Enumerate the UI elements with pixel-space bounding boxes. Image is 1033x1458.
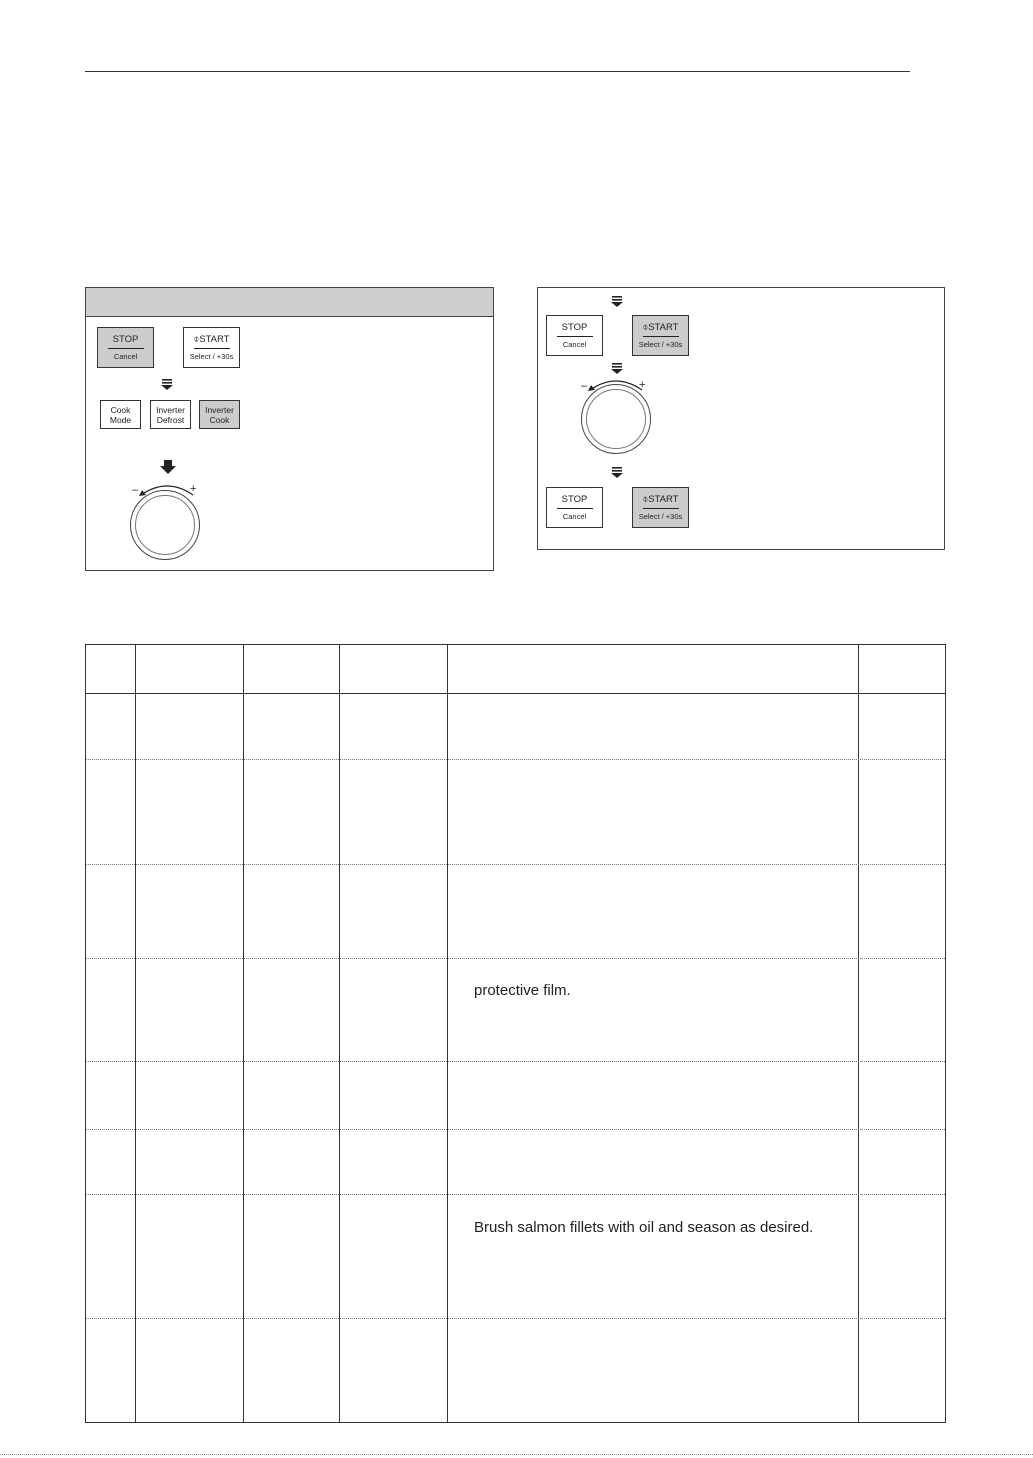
start-select-key (632, 315, 689, 356)
step-arrow-icon (610, 467, 624, 479)
control-panel-diagram-right (537, 287, 945, 550)
start-label: ⌽START (643, 322, 679, 337)
header-divider (86, 693, 945, 694)
inverter-defrost-label: Inverter Defrost (156, 404, 185, 425)
column-divider (447, 645, 448, 1422)
recipe-table (85, 644, 946, 1423)
stop-cancel-key (97, 327, 154, 368)
start-label: ⌽START (194, 334, 230, 349)
dial-outer-ring (130, 490, 200, 560)
inverter-cook-key (199, 400, 240, 429)
cancel-label: Cancel (113, 352, 138, 361)
row-divider (86, 1129, 945, 1130)
inverter-defrost-key (150, 400, 191, 429)
jog-dial (129, 479, 205, 559)
start-select-key (632, 487, 689, 528)
control-panel-diagram-left (85, 287, 494, 571)
step-arrow-icon (160, 379, 174, 391)
stop-cancel-key (546, 315, 603, 356)
step-arrow-icon (610, 296, 624, 308)
stop-label: STOP (557, 322, 593, 337)
row-divider (86, 864, 945, 865)
jog-dial (578, 374, 654, 456)
start-label: ⌽START (643, 494, 679, 509)
start-select-key (183, 327, 240, 368)
select-label: Select / +30s (638, 512, 683, 521)
row-divider (86, 1318, 945, 1319)
column-divider (858, 645, 859, 1422)
cancel-label: Cancel (562, 340, 587, 349)
dial-minus-sign: – (132, 484, 139, 496)
column-divider (135, 645, 136, 1422)
column-divider (339, 645, 340, 1422)
dial-plus-sign: + (639, 379, 646, 391)
dial-minus-sign: – (581, 380, 588, 392)
dial-plus-sign: + (190, 483, 197, 495)
dial-outer-ring (581, 384, 651, 454)
cook-mode-label: Cook Mode (109, 404, 132, 425)
select-label: Select / +30s (189, 352, 234, 361)
row-divider (86, 1061, 945, 1062)
page-bottom-edge (0, 1454, 1033, 1455)
cook-mode-key (100, 400, 141, 429)
turn-dial-arrow-icon (160, 460, 176, 474)
row-divider (86, 759, 945, 760)
stop-label: STOP (108, 334, 144, 349)
row-divider (86, 958, 945, 959)
select-label: Select / +30s (638, 340, 683, 349)
cancel-label: Cancel (562, 512, 587, 521)
header-rule (85, 71, 910, 72)
table-row-instructions: Brush salmon fillets with oil and season as desired. (474, 1219, 814, 1236)
stop-cancel-key (546, 487, 603, 528)
dial-knob (586, 389, 646, 449)
table-row-instructions: protective film. (474, 982, 571, 999)
inverter-cook-label: Inverter Cook (205, 404, 234, 425)
row-divider (86, 1194, 945, 1195)
panel-header-bar (86, 288, 493, 317)
stop-label: STOP (557, 494, 593, 509)
column-divider (243, 645, 244, 1422)
dial-knob (135, 495, 195, 555)
